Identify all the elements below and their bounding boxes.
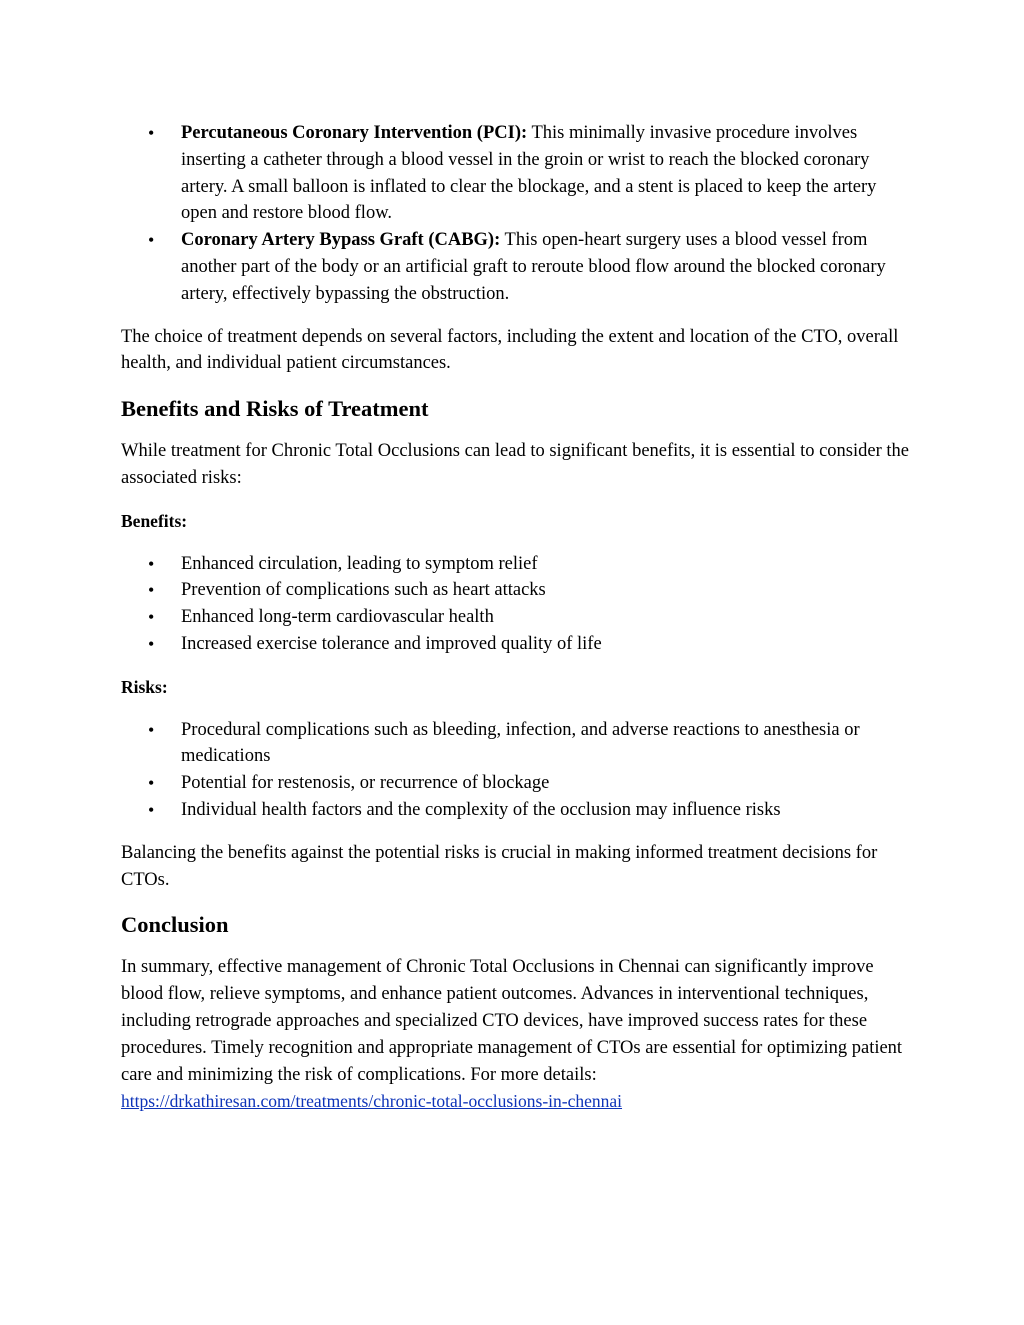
conclusion-paragraph — [121, 954, 911, 1116]
cabg-description: This open-heart surgery uses a blood vessel from another part of the body or an artificial graft to reroute blood flow around the blocked coronary artery, effectively bypassing the obstruction. — [181, 230, 886, 304]
list-item: • Individual health factors and the complexity of the occlusion may influence risks — [121, 797, 911, 824]
benefits-risks-heading: Benefits and Risks of Treatment — [121, 396, 429, 422]
benefits-label: Benefits: — [121, 510, 188, 531]
pci-term: Percutaneous Coronary Intervention (PCI): — [181, 123, 528, 143]
benefits-list — [121, 551, 911, 658]
list-item: • Increased exercise tolerance and improved quality of life — [121, 631, 911, 658]
list-item: • Enhanced long-term cardiovascular health — [121, 604, 911, 631]
risks-label: Risks: — [121, 676, 168, 697]
list-item: • Enhanced circulation, leading to symptom relief — [121, 551, 911, 578]
list-item: • Prevention of complications such as heart attacks — [121, 577, 911, 604]
conclusion-heading: Conclusion — [121, 912, 229, 938]
benefits-risks-intro: While treatment for Chronic Total Occlusions can lead to significant benefits, it is essential to consider the associated risks: — [121, 441, 909, 488]
treatment-choice-paragraph: The choice of treatment depends on several factors, including the extent and location of the CTO, overall health, and individual patient circumstances. — [121, 326, 899, 374]
list-item: • Potential for restenosis, or recurrence of blockage — [121, 770, 911, 797]
list-item: • Procedural complications such as bleeding, infection, and adverse reactions to anesthesia or medications — [121, 717, 911, 771]
details-link[interactable]: https://drkathiresan.com/treatments/chronic-total-occlusions-in-chennai — [121, 1091, 623, 1112]
risks-list — [121, 717, 911, 824]
pci-description: This minimally invasive procedure involves inserting a catheter through a blood vessel in the groin or wrist to reach the blocked coronary artery. A small balloon is inflated to clear the blockage, and a stent is placed to keep the artery open and restore blood flow. — [181, 123, 877, 224]
treatment-options-list — [121, 120, 911, 308]
document-page — [121, 120, 911, 1116]
conclusion-text: In summary, effective management of Chronic Total Occlusions in Chennai can significantly improve blood flow, relieve symptoms, and enhance patient outcomes. Advances in interventional techniques, including retrograde approaches and specialized CTO devices, have improved success rates for these procedures. Timely recognition and appropriate management of CTOs are essential for optimizing patient care and minimizing the risk of complications. For more details: — [121, 957, 903, 1085]
list-item-cabg — [121, 227, 911, 307]
list-item-pci — [121, 120, 911, 227]
cabg-term: Coronary Artery Bypass Graft (CABG): — [181, 230, 501, 251]
balance-paragraph: Balancing the benefits against the potential risks is crucial in making informed treatment decisions for CTOs. — [121, 842, 878, 890]
